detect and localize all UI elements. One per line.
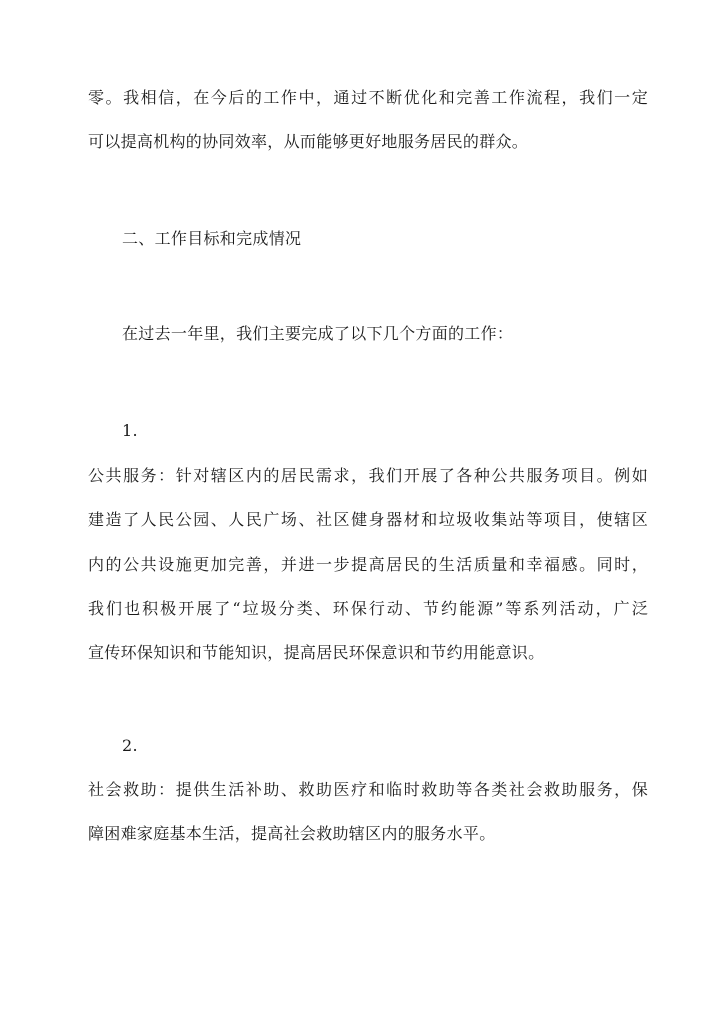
paragraph-line: 宣传环保知识和节能知识，提高居民环保意识和节约用能意识。 — [88, 643, 545, 662]
list-number: 1. — [122, 421, 138, 440]
paragraph-line: 障困难家庭基本生活，提高社会救助辖区内的服务水平。 — [88, 824, 496, 843]
paragraph-line: 我们也积极开展了“垃圾分类、环保行动、节约能源”等系列活动，广泛 — [88, 599, 648, 618]
list-number: 2. — [122, 736, 138, 755]
paragraph-line: 社会救助：提供生活补助、救助医疗和临时救助等各类社会救助服务，保 — [88, 780, 648, 799]
paragraph-line: 零。我相信，在今后的工作中，通过不断优化和完善工作流程，我们一定 — [88, 88, 648, 107]
paragraph-line: 在过去一年里，我们主要完成了以下几个方面的工作： — [122, 324, 514, 343]
paragraph-line: 内的公共设施更加完善，并进一步提高居民的生活质量和幸福感。同时， — [88, 555, 648, 574]
paragraph-line: 建造了人民公园、人民广场、社区健身器材和垃圾收集站等项目，使辖区 — [88, 510, 648, 529]
paragraph-line: 公共服务：针对辖区内的居民需求，我们开展了各种公共服务项目。例如 — [88, 466, 648, 485]
section-heading: 二、工作目标和完成情况 — [122, 229, 302, 248]
paragraph-line: 可以提高机构的协同效率，从而能够更好地服务居民的群众。 — [88, 132, 529, 151]
